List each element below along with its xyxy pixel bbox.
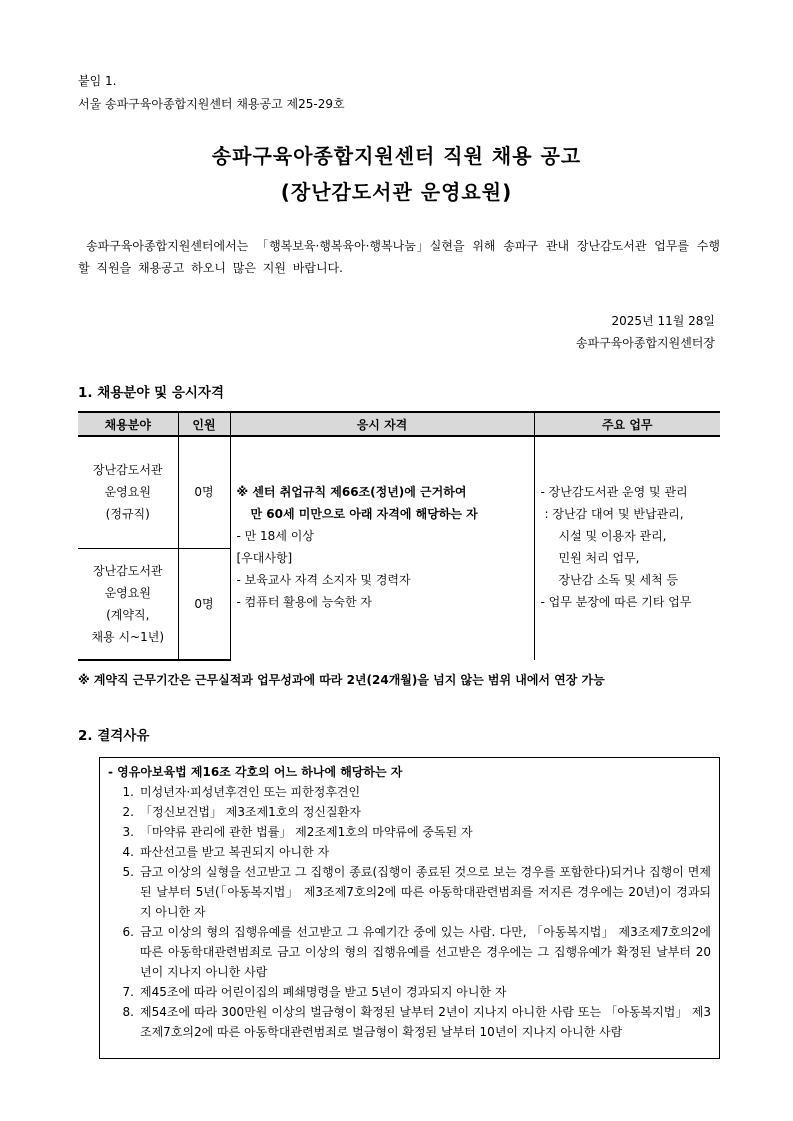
list-item: 6. 금고 이상의 형의 집행유예를 선고받고 그 유예기간 중에 있는 사람. 다만, 「아동복지법」 제3조제7호의2에 따른 아동학대관련범죄로 금고 이상의 형의 집행유예를 선고받은 경우에는 그 집행유예가 확정된 날부터 20년이 지나지 아니한 사람 xyxy=(122,925,711,979)
list-item: 3. 「마약류 관리에 관한 법률」 제2조제1호의 마약류에 중독된 자 xyxy=(122,825,473,839)
page-title: 송파구육아종합지원센터 직원 채용 공고 xyxy=(211,144,582,168)
header-duties: 주요 업무 xyxy=(534,412,720,436)
requirement-basis: ※ 센터 취업규칙 제66조(정년)에 근거하여 xyxy=(236,485,467,499)
field-cell xyxy=(78,548,178,660)
count-cell: 0명 xyxy=(178,548,230,660)
header-count: 인원 xyxy=(178,412,230,436)
header-field: 채용분야 xyxy=(78,412,178,436)
duty-line: : 장난감 대여 및 반납관리, xyxy=(544,507,684,521)
duty-line: 민원 처리 업무, xyxy=(558,551,640,565)
header-requirements: 응시 자격 xyxy=(230,412,534,436)
field-line: (정규직) xyxy=(105,507,150,522)
list-item: 1. 미성년자·피성년후견인 또는 피한정후견인 xyxy=(122,785,361,799)
table-header-row xyxy=(78,412,720,436)
field-line: 운영요원 xyxy=(104,585,151,600)
disqualification-box xyxy=(99,757,720,1059)
list-item: 4. 파산선고를 받고 복권되지 아니한 자 xyxy=(122,845,330,859)
field-line: 채용 시~1년) xyxy=(91,629,165,644)
field-cell xyxy=(78,436,178,548)
notice-date: 2025년 11월 28일 xyxy=(611,314,715,328)
section1-heading: 1. 채용분야 및 응시자격 xyxy=(78,385,224,401)
list-item: 2. 「정신보건법」 제3조제1호의 정신질환자 xyxy=(122,805,361,819)
hiring-table xyxy=(78,411,720,661)
count-cell: 0명 xyxy=(178,436,230,548)
field-line: 장난감도서관 xyxy=(92,463,163,478)
field-line: 장난감도서관 xyxy=(92,563,163,578)
list-item: 8. 제54조에 따라 300만원 이상의 벌금형이 확정된 날부터 2년이 지나지 아니한 사람 또는 「아동복지법」 제3조제7호의2에 따른 아동학대관련범죄로 벌금형이 확정된 날부터 10년이 지나지 아니한 사람 xyxy=(122,1005,711,1039)
issuer: 송파구육아종합지원센터장 xyxy=(575,336,715,350)
duties-cell xyxy=(534,436,720,660)
section2-heading: 2. 결격사유 xyxy=(78,728,150,744)
field-line: (계약직, xyxy=(106,607,150,622)
list-item: 5. 금고 이상의 실형을 선고받고 그 집행이 종료(집행이 종료된 것으로 보는 경우를 포함한다)되거나 집행이 면제된 날부터 5년(「아동복지법」 제3조제7호의2에 따른 아동학대관련범죄를 저지른 경우에는 20년)이 경과되지 아니한 자 xyxy=(122,865,711,919)
preference-item: - 보육교사 자격 소지자 및 경력자 xyxy=(236,573,411,587)
duty-line: - 업무 분장에 따른 기타 업무 xyxy=(540,595,692,609)
contract-note: ※ 계약직 근무기간은 근무실적과 업무성과에 따라 2년(24개월)을 넘지 않는 범위 내에서 연장 가능 xyxy=(78,673,605,687)
duty-line: 장난감 소독 및 세척 등 xyxy=(558,573,679,587)
requirement-age-limit: 만 60세 미만으로 아래 자격에 해당하는 자 xyxy=(250,507,478,521)
preference-item: - 컴퓨터 활용에 능숙한 자 xyxy=(236,595,373,609)
field-line: 운영요원 xyxy=(104,485,151,500)
duty-line: 시설 및 이용자 관리, xyxy=(558,529,667,543)
disqualification-heading: - 영유아보육법 제16조 각호의 어느 하나에 해당하는 자 xyxy=(108,765,403,779)
attachment-label: 붙임 1. xyxy=(78,74,117,88)
preference-heading: [우대사항] xyxy=(236,551,293,565)
table-row xyxy=(78,436,720,548)
duty-line: - 장난감도서관 운영 및 관리 xyxy=(540,485,688,499)
requirements-cell xyxy=(230,436,534,660)
page-subtitle: (장난감도서관 운영요원) xyxy=(280,180,513,204)
requirement-min-age: - 만 18세 이상 xyxy=(236,529,314,543)
list-item: 7. 제45조에 따라 어린이집의 폐쇄명령을 받고 5년이 경과되지 아니한 자 xyxy=(122,985,507,999)
intro-paragraph: 송파구육아종합지원센터에서는 「행복보육·행복육아·행복나눔」실현을 위해 송파구 관내 장난감도서관 업무를 수행할 직원을 채용공고 하오니 많은 지원 바랍니다. xyxy=(78,239,720,275)
notice-number: 서울 송파구육아종합지원센터 채용공고 제25-29호 xyxy=(78,97,345,111)
